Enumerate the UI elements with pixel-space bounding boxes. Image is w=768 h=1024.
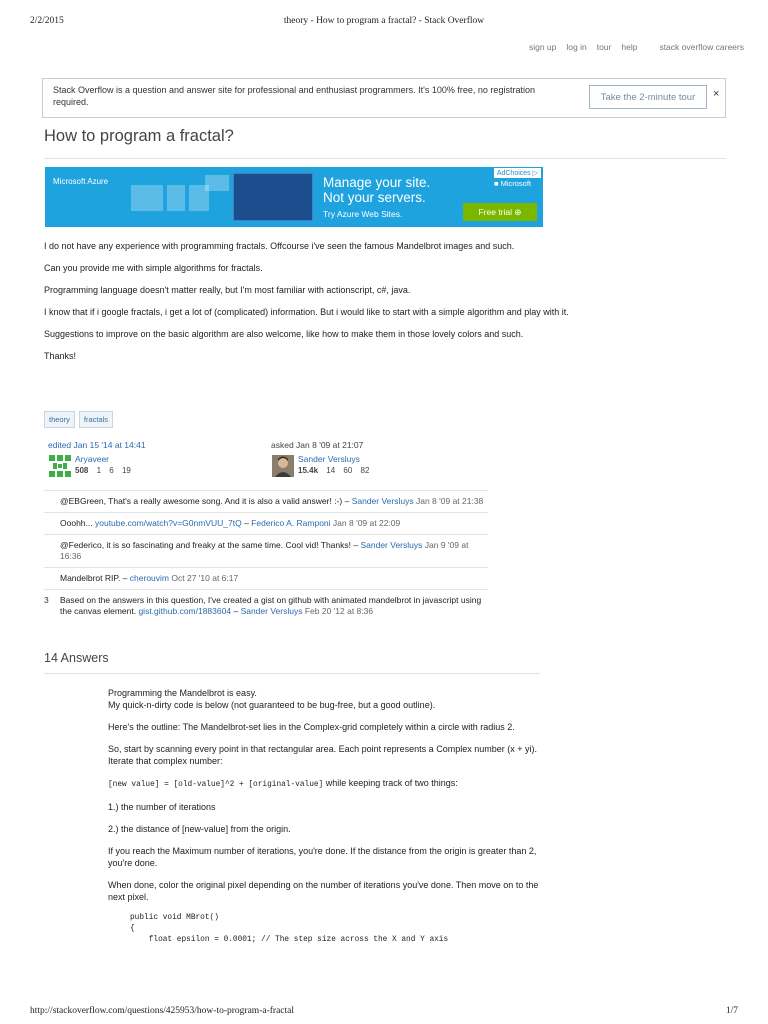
asker-name[interactable]: Sander Versluys (298, 454, 360, 464)
comment-time[interactable]: Oct 27 '10 at 6:17 (171, 573, 239, 583)
answer-paragraph: 2.) the distance of [new-value] from the origin. (108, 824, 291, 834)
free-trial-button[interactable]: Free trial ⊕ (463, 203, 537, 221)
comment-text: Based on the answers in this question, I've created a gist on github with animated mandelbrot in javascript using the canvas element. (60, 595, 482, 616)
tour-button[interactable]: Take the 2-minute tour (589, 85, 707, 109)
answer-paragraph: Programming the Mandelbrot is easy. My quick-n-dirty code is below (not guaranteed to be bug-free, but a good outline). (108, 688, 436, 710)
comment-separator: – (233, 606, 239, 616)
print-page-number: 1/7 (725, 1006, 738, 1016)
asked-signature (271, 440, 471, 475)
answer-paragraph: If you reach the Maximum number of iterations, you're done. If the distance from the origin is greater than 2, you're done. (108, 846, 537, 868)
ad-subline: Try Azure Web Sites. (323, 209, 403, 219)
question-title[interactable]: How to program a fractal? (44, 127, 234, 145)
comment-author[interactable]: Sander Versluys (360, 540, 423, 550)
answer-paragraph: 1.) the number of iterations (108, 802, 216, 812)
print-title: theory - How to program a fractal? - Stack Overflow (283, 16, 485, 26)
edited-time[interactable]: edited Jan 15 '14 at 14:41 (48, 440, 146, 450)
ad-graphic (205, 175, 229, 191)
comment (44, 567, 488, 589)
edited-signature (48, 440, 248, 475)
print-footer (30, 1006, 738, 1016)
tag-theory[interactable]: theory (44, 411, 75, 428)
comment-time[interactable]: Feb 20 '12 at 8:36 (304, 606, 374, 616)
microsoft-logo: ■ Microsoft (493, 179, 531, 188)
tag-list (44, 411, 113, 428)
comment-author[interactable]: Sander Versluys (240, 606, 303, 616)
ad-headline: Manage your site. Not your servers. (323, 175, 431, 205)
question-paragraph: I do not have any experience with programming fractals. Offcourse i've seen the famous Mandelbrot images and such. (44, 241, 515, 251)
code-block: public void MBrot() { float epsilon = 0.0001; // The step size across the X and Y axis (130, 914, 449, 944)
ad-screen-graphic (233, 173, 313, 221)
question-body (44, 240, 584, 372)
comment-author[interactable]: Federico A. Ramponi (251, 518, 331, 528)
question-paragraph: Programming language doesn't matter really, but I'm most familiar with actionscript, c#, java. (44, 285, 411, 295)
question-paragraph: Suggestions to improve on the basic algorithm are also welcome, like how to make them in those lovely colors and such. (44, 329, 524, 339)
answer-paragraph: When done, color the original pixel depending on the number of iterations you've done. Then move on to the next pixel. (108, 880, 539, 902)
comment-text: Ooohh... (60, 518, 93, 528)
user-photo-avatar[interactable] (272, 455, 294, 477)
comment-separator: – (244, 518, 249, 528)
comment-time[interactable]: Jan 9 '09 at 16:36 (60, 540, 469, 561)
ad-graphic (167, 185, 185, 211)
identicon-avatar[interactable] (49, 455, 71, 477)
comment-list (44, 490, 488, 622)
welcome-notice (42, 78, 726, 118)
comment-author[interactable]: Sander Versluys (351, 496, 414, 506)
answer-paragraph: So, start by scanning every point in that rectangular area. Each point represents a Complex number (x + yi). Iterate that complex number: (108, 744, 537, 766)
close-icon[interactable]: × (713, 88, 720, 100)
ad-banner[interactable] (45, 167, 543, 227)
title-divider (44, 158, 726, 159)
comment-author[interactable]: cherouvim (129, 573, 170, 583)
question-paragraph: Can you provide me with simple algorithms for fractals. (44, 263, 263, 273)
comment-time[interactable]: Jan 8 '09 at 21:38 (415, 496, 484, 506)
comment-score: 3 (44, 595, 49, 605)
question-paragraph: Thanks! (44, 351, 77, 361)
print-header (30, 16, 738, 30)
comment-text: Mandelbrot RIP. – (60, 573, 128, 583)
comment (44, 589, 488, 622)
login-link[interactable]: log in (566, 42, 587, 52)
adchoices-icon[interactable]: AdChoices ▷ (494, 168, 541, 178)
comment (44, 534, 488, 567)
comment (44, 512, 488, 534)
inline-code: [new value] = [old-value]^2 + [original-value] (108, 781, 324, 789)
print-date: 2/2/2015 (30, 16, 64, 26)
comment-link[interactable]: youtube.com/watch?v=G0nmVUU_7tQ (94, 518, 242, 528)
top-nav (529, 42, 744, 52)
print-url: http://stackoverflow.com/questions/425953/how-to-program-a-fractal (30, 1006, 294, 1016)
question-paragraph: I know that if i google fractals, i get a lot of (complicated) information. But i would like to start with a simple algorithm and play with it. (44, 307, 569, 317)
answer-body (108, 687, 544, 946)
answers-divider (44, 673, 540, 674)
careers-link[interactable]: stack overflow careers (659, 42, 744, 52)
comment-time[interactable]: Jan 8 '09 at 22:09 (332, 518, 401, 528)
signup-link[interactable]: sign up (528, 42, 557, 52)
asker-reputation: 15.4k 14 60 82 (298, 466, 370, 475)
editor-reputation: 508 1 6 19 (75, 466, 131, 475)
ad-brand: Microsoft Azure (53, 177, 109, 186)
tag-fractals[interactable]: fractals (79, 411, 113, 428)
notice-text: Stack Overflow is a question and answer site for professional and enthusiast programmers. It's 100% free, no registration required. (53, 85, 535, 107)
answer-paragraph: [new value] = [old-value]^2 + [original-value] while keeping track of two things: (108, 778, 458, 789)
comment-link[interactable]: gist.github.com/1883604 (138, 606, 232, 616)
comment-text: @Federico, it is so fascinating and freaky at the same time. Cool vid! Thanks! – (60, 540, 359, 550)
tour-link[interactable]: tour (596, 42, 612, 52)
comment (44, 490, 488, 512)
editor-name[interactable]: Aryaveer (75, 454, 110, 464)
answer-paragraph: Here's the outline: The Mandelbrot-set lies in the Complex-grid completely within a circle with radius 2. (108, 722, 515, 732)
help-link[interactable]: help (621, 42, 638, 52)
ad-graphic (131, 185, 163, 211)
comment-text: @EBGreen, That's a really awesome song. And it is also a valid answer! :-) – (60, 496, 350, 506)
answers-count-heading: 14 Answers (44, 651, 109, 665)
asked-time: asked Jan 8 '09 at 21:07 (271, 440, 364, 450)
